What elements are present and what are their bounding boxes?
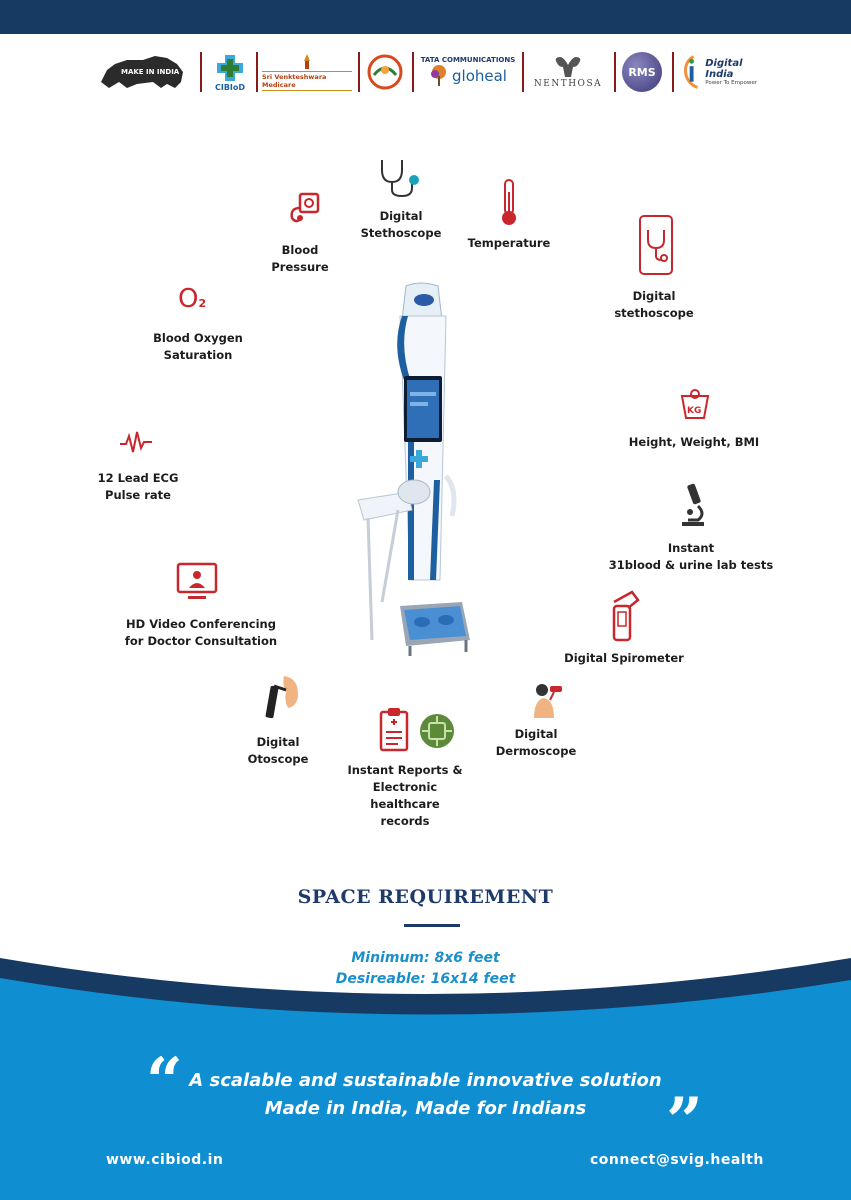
title-underline <box>404 924 460 927</box>
digital-india-i-icon <box>680 52 703 92</box>
rms-logo: RMS <box>620 44 664 100</box>
medical-cross-icon <box>215 53 245 83</box>
svg-text:MAKE IN INDIA: MAKE IN INDIA <box>121 68 180 76</box>
logo-separator <box>358 52 360 92</box>
top-bar <box>0 0 851 34</box>
lion-icon <box>97 52 189 92</box>
website-link[interactable]: www.cibiod.in <box>106 1152 224 1168</box>
make-in-india-logo <box>96 44 190 100</box>
ram-head-icon <box>551 55 585 79</box>
circle-emblem-logo <box>364 44 406 100</box>
health-kiosk-image <box>350 280 480 670</box>
stethoscope-icon <box>376 156 426 200</box>
feature-spirometer: Digital Spirometer <box>564 651 684 665</box>
svg-text:KG: KG <box>687 406 702 416</box>
feature-dermoscope: Digital Dermoscope <box>495 727 577 758</box>
digital-india-logo: Digital India Power To Empower <box>680 44 772 100</box>
health-record-chip-icon <box>418 712 456 750</box>
o2-icon: O2 <box>178 284 207 314</box>
temple-emblem-icon <box>295 53 319 71</box>
space-desirable: Desireable: 16x14 feet <box>335 971 516 987</box>
video-conference-icon <box>176 562 218 602</box>
logo-separator <box>256 52 258 92</box>
space-requirement-title: SPACE REQUIREMENT <box>297 886 554 908</box>
thermometer-icon <box>498 178 520 228</box>
feature-ecg: 12 Lead ECG Pulse rate <box>97 471 179 502</box>
clipboard-report-icon <box>378 706 410 752</box>
feature-temperature: Temperature <box>467 236 551 250</box>
tree-icon <box>429 64 449 88</box>
open-quote-mark: “ <box>146 1044 183 1119</box>
logo-separator <box>614 52 616 92</box>
feature-lab-tests: Instant 31blood & urine lab tests <box>608 541 774 572</box>
weight-scale-icon <box>678 388 712 420</box>
cibiod-logo: CIBIoD <box>208 44 252 100</box>
dermoscope-icon <box>528 680 568 720</box>
logo-separator <box>522 52 524 92</box>
feature-digital-stethoscope-top: Digital Stethoscope <box>360 209 442 240</box>
email-link[interactable]: connect@svig.health <box>590 1152 764 1168</box>
otoscope-icon <box>262 672 302 722</box>
partner-logos <box>96 44 776 100</box>
nenthosa-logo: NENTHOSA <box>528 44 608 100</box>
quote-line-1: A scalable and sustainable innovative solution <box>189 1070 662 1091</box>
ecg-pulse-icon <box>118 430 154 454</box>
feature-height-weight-bmi: Height, Weight, BMI <box>628 435 760 449</box>
blood-pressure-icon <box>286 190 322 226</box>
sri-venkteshwara-logo: Sri Venkteshwara Medicare <box>262 44 352 100</box>
logo-separator <box>672 52 674 92</box>
quote-line-2: Made in India, Made for Indians <box>264 1098 587 1119</box>
tata-gloheal-logo: TATA COMMUNICATIONS gloheal <box>418 44 518 100</box>
feature-blood-pressure: Blood Pressure <box>271 243 329 274</box>
feature-video-conferencing: HD Video Conferencing for Doctor Consultation <box>124 617 278 648</box>
close-quote-mark: ” <box>666 1084 703 1159</box>
space-minimum: Minimum: 8x6 feet <box>351 950 500 966</box>
emblem-icon <box>366 53 404 91</box>
spirometer-icon <box>606 588 646 644</box>
phone-stethoscope-icon <box>636 214 676 276</box>
logo-separator <box>412 52 414 92</box>
microscope-icon <box>676 480 710 530</box>
feature-otoscope: Digital Otoscope <box>247 735 309 766</box>
feature-reports: Instant Reports & Electronic healthcare records <box>347 763 463 828</box>
feature-blood-oxygen: Blood Oxygen Saturation <box>153 331 243 362</box>
logo-separator <box>200 52 202 92</box>
feature-digital-stethoscope-right: Digital stethoscope <box>614 289 694 320</box>
